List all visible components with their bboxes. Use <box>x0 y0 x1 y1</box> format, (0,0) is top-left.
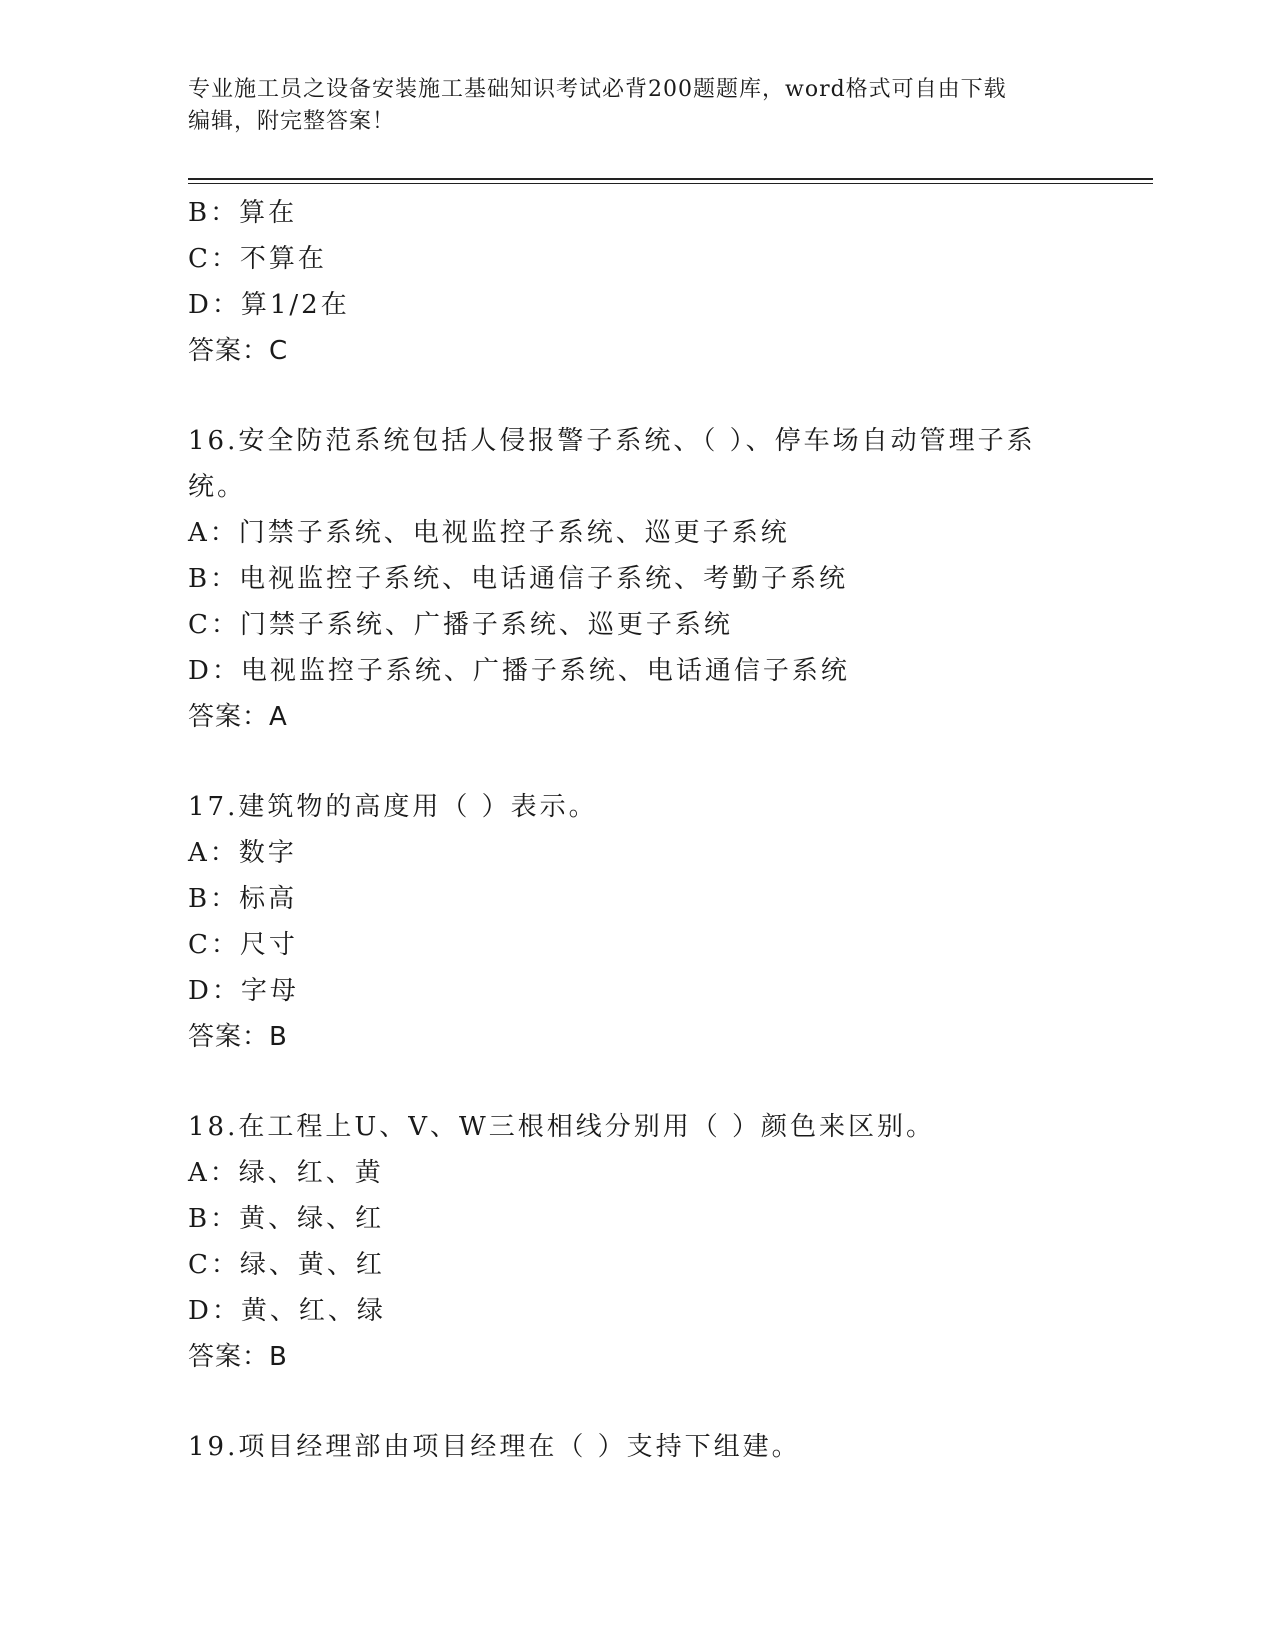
question-15 <box>188 190 1068 374</box>
question-18 <box>188 1104 1068 1380</box>
question-19 <box>188 1424 1068 1470</box>
header-divider-thin <box>188 183 1153 184</box>
question-16 <box>188 418 1068 740</box>
document-header <box>188 74 1068 138</box>
spacer <box>188 740 1068 784</box>
answer-line: 答案：C <box>188 336 289 366</box>
header-title-line-2: 编辑，附完整答案！ <box>188 109 396 134</box>
option-a: A：门禁子系统、电视监控子系统、巡更子系统 <box>188 518 790 548</box>
option-a: A：绿、红、黄 <box>188 1158 384 1188</box>
spacer <box>188 1060 1068 1104</box>
question-list <box>188 190 1068 1470</box>
option-c: C：门禁子系统、广播子系统、巡更子系统 <box>188 610 733 640</box>
spacer <box>188 1380 1068 1424</box>
header-title-line-1: 专业施工员之设备安装施工基础知识考试必背200题题库，word格式可自由下载 <box>188 77 1007 102</box>
option-b: B：黄、绿、红 <box>188 1204 385 1234</box>
question-stem: 17.建筑物的高度用（ ）表示。 <box>188 792 598 822</box>
spacer <box>188 374 1068 418</box>
option-c: C：绿、黄、红 <box>188 1250 385 1280</box>
option-b: B：电视监控子系统、电话通信子系统、考勤子系统 <box>188 564 849 594</box>
option-c: C：不算在 <box>188 244 327 274</box>
answer-line: 答案：A <box>188 702 288 732</box>
option-b: B：算在 <box>188 198 298 228</box>
answer-line: 答案：B <box>188 1022 288 1052</box>
answer-line: 答案：B <box>188 1342 288 1372</box>
option-d: D：电视监控子系统、广播子系统、电话通信子系统 <box>188 656 850 686</box>
question-stem: 18.在工程上U、V、W三根相线分别用（ ）颜色来区别。 <box>188 1112 936 1142</box>
option-c: C：尺寸 <box>188 930 298 960</box>
option-d: D：算1/2在 <box>188 290 350 320</box>
option-a: A：数字 <box>188 838 297 868</box>
question-stem: 19.项目经理部由项目经理在（ ）支持下组建。 <box>188 1432 801 1462</box>
option-b: B：标高 <box>188 884 298 914</box>
question-stem: 16.安全防范系统包括人侵报警子系统、（ ）、停车场自动管理子系 <box>188 426 1036 456</box>
question-stem-continued: 统。 <box>188 472 247 502</box>
option-d: D：黄、红、绿 <box>188 1296 386 1326</box>
option-d: D：字母 <box>188 976 299 1006</box>
question-17 <box>188 784 1068 1060</box>
header-divider-thick <box>188 178 1153 180</box>
